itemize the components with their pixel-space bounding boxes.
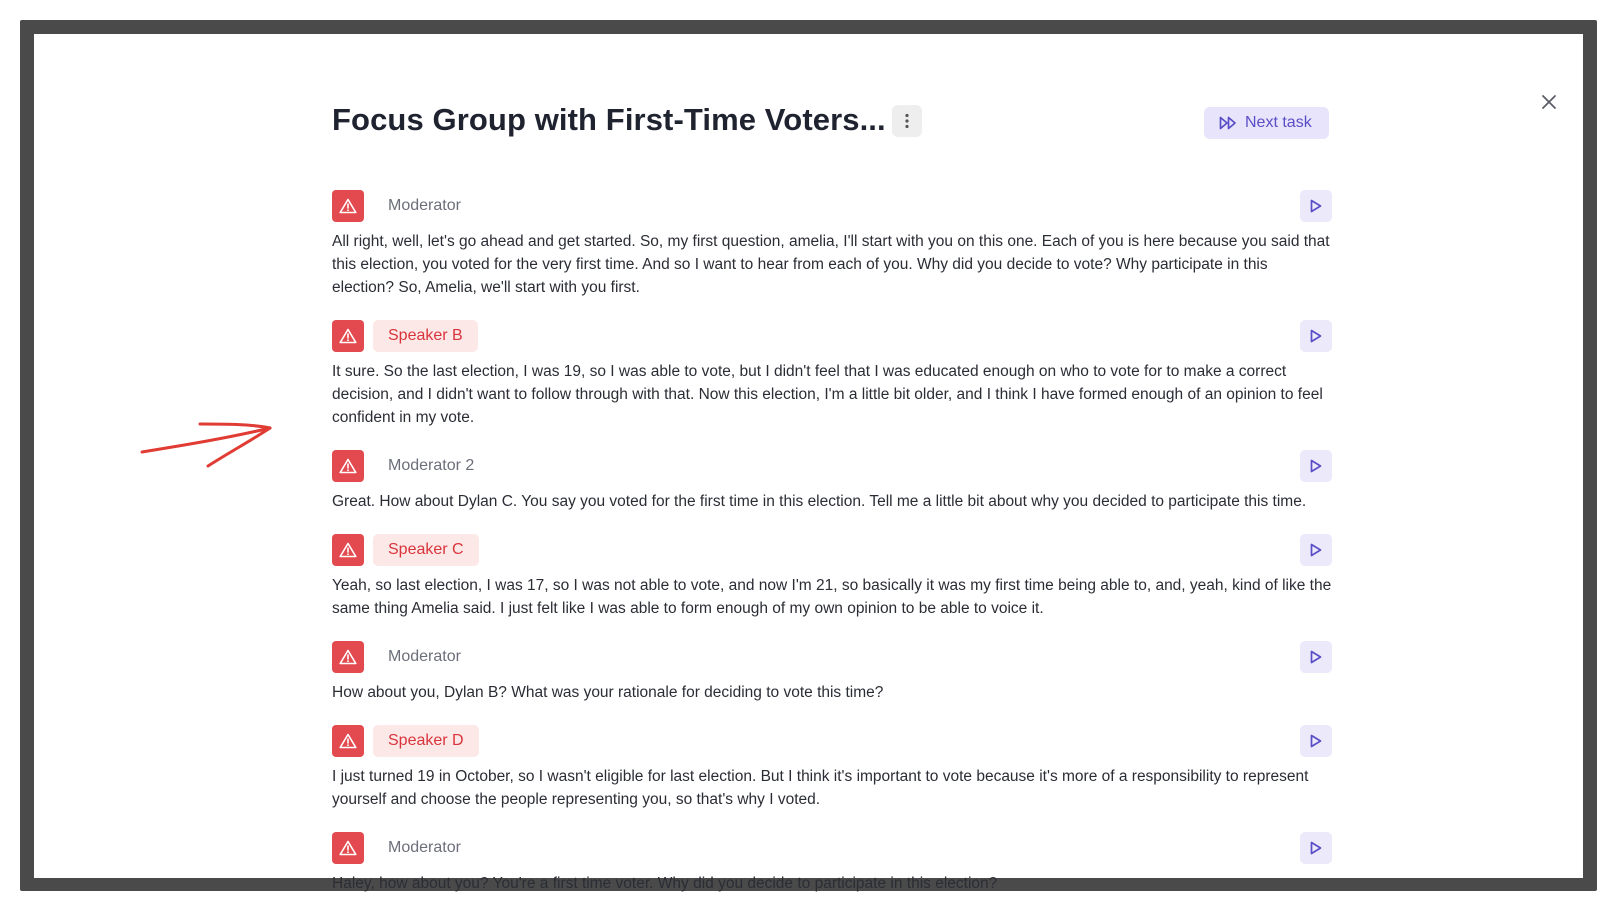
warning-button[interactable] <box>332 320 364 352</box>
entry-header <box>332 450 1352 482</box>
entry-header <box>332 832 1352 864</box>
fast-forward-icon <box>1219 116 1237 130</box>
warning-button[interactable] <box>332 725 364 757</box>
warning-button[interactable] <box>332 641 364 673</box>
utterance-text: Great. How about Dylan C. You say you voted for the first time in this election. Tell me a little bit about why you decided to participate this time. <box>332 493 1307 510</box>
close-button[interactable] <box>1531 84 1567 120</box>
more-options-button[interactable] <box>892 105 922 137</box>
warning-icon <box>339 198 357 214</box>
warning-button[interactable] <box>332 190 364 222</box>
utterance-text: All right, well, let's go ahead and get started. So, my first question, amelia, I'll start with you on this one. Each of you is here because you said that this election, you voted for the very first time. And so I want to hear from each of you. Why did you decide to vote? Why participate in this election? So, Amelia, we'll start with you first. <box>332 233 1330 296</box>
entry-header <box>332 725 1352 757</box>
utterance-text: How about you, Dylan B? What was your rationale for deciding to vote this time? <box>332 684 884 701</box>
entry-header <box>332 534 1352 566</box>
play-icon <box>1310 329 1322 343</box>
transcript-entry <box>332 450 1352 513</box>
play-button[interactable] <box>1300 190 1332 222</box>
play-icon <box>1310 650 1322 664</box>
close-icon <box>1542 95 1556 109</box>
warning-button[interactable] <box>332 832 364 864</box>
transcript-entry <box>332 725 1352 811</box>
transcript-entry <box>332 190 1352 299</box>
transcript-entry <box>332 534 1352 620</box>
speaker-label: Moderator <box>388 197 461 214</box>
utterance-text: It sure. So the last election, I was 19, so I was able to vote, but I didn't feel that I was educated enough on who to vote for to make a correct decision, and I didn't want to follow through with that. Now this election, I'm a little bit older, and I think I have formed enough of an opinion to feel confident in my vote. <box>332 363 1323 426</box>
warning-icon <box>339 328 357 344</box>
next-task-label: Next task <box>1245 114 1312 131</box>
speaker-label[interactable]: Speaker D <box>373 725 479 757</box>
play-icon <box>1310 543 1322 557</box>
next-task-button[interactable] <box>1204 107 1329 139</box>
play-icon <box>1310 734 1322 748</box>
transcript-entry <box>332 641 1352 704</box>
warning-button[interactable] <box>332 534 364 566</box>
warning-icon <box>339 458 357 474</box>
transcript-modal <box>34 34 1583 892</box>
utterance-text: Yeah, so last election, I was 17, so I was not able to vote, and now I'm 21, so basically it was my first time being able to, and, yeah, kind of like the same thing Amelia said. I just felt like I was able to form enough of my own opinion to be able to voice it. <box>332 577 1332 617</box>
speaker-label[interactable]: Speaker C <box>373 534 479 566</box>
warning-icon <box>339 542 357 558</box>
play-button[interactable] <box>1300 534 1332 566</box>
play-button[interactable] <box>1300 320 1332 352</box>
speaker-label: Moderator 2 <box>388 457 475 474</box>
more-vertical-icon <box>905 113 909 129</box>
transcript-entry <box>332 832 1352 895</box>
play-button[interactable] <box>1300 450 1332 482</box>
page-title: Focus Group with First-Time Voters... <box>332 102 886 137</box>
play-icon <box>1310 459 1322 473</box>
utterance-text: Haley, how about you? You're a first time voter. Why did you decide to participate in this election? <box>332 875 998 892</box>
utterance-text: I just turned 19 in October, so I wasn't eligible for last election. But I think it's important to vote because it's more of a responsibility to represent yourself and choose the people representing you, so that's why I voted. <box>332 768 1309 808</box>
play-button[interactable] <box>1300 832 1332 864</box>
play-button[interactable] <box>1300 725 1332 757</box>
modal-header <box>332 100 1329 148</box>
speaker-label[interactable]: Speaker B <box>373 320 478 352</box>
entry-header <box>332 641 1352 673</box>
speaker-label: Moderator <box>388 839 461 856</box>
warning-icon <box>339 649 357 665</box>
transcript-entry <box>332 320 1352 429</box>
play-button[interactable] <box>1300 641 1332 673</box>
speaker-label: Moderator <box>388 648 461 665</box>
entry-header <box>332 320 1352 352</box>
transcript-list <box>332 190 1352 916</box>
play-icon <box>1310 199 1322 213</box>
warning-icon <box>339 840 357 856</box>
warning-icon <box>339 733 357 749</box>
play-icon <box>1310 841 1322 855</box>
warning-button[interactable] <box>332 450 364 482</box>
entry-header <box>332 190 1352 222</box>
